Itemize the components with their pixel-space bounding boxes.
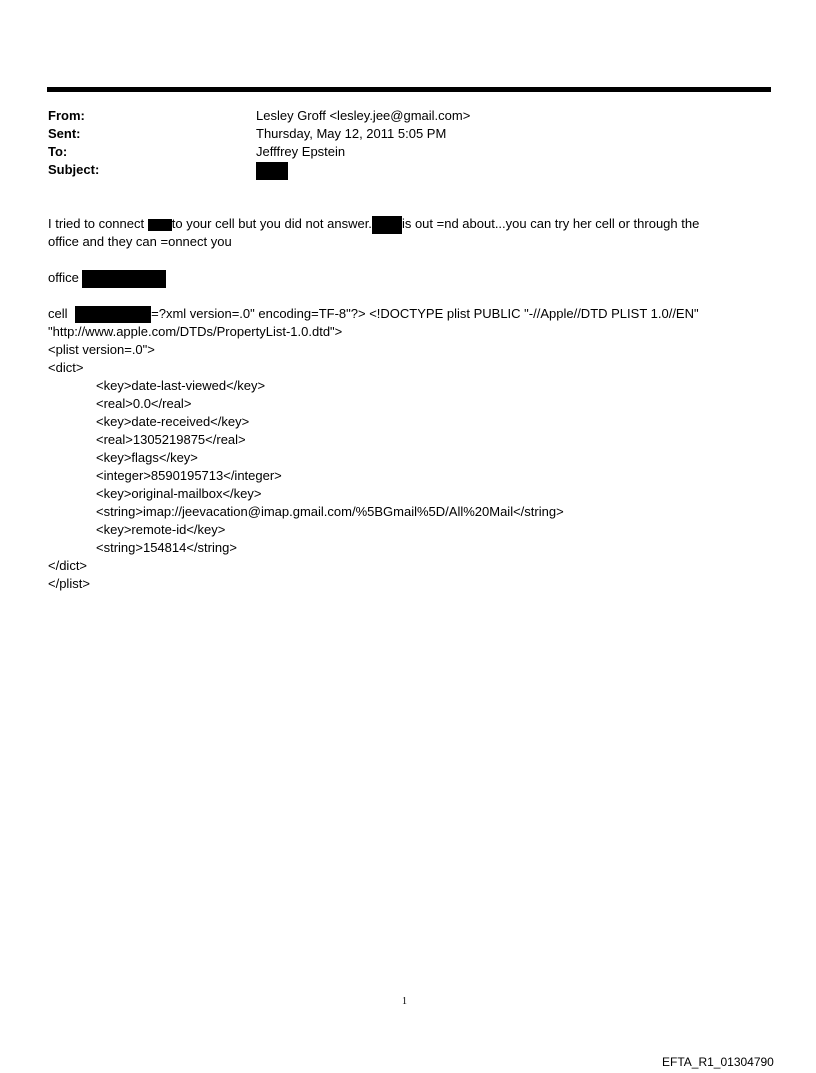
- body-text-fragment: is out =nd about...you can try her cell or through the: [401, 216, 700, 231]
- xml-line: "http://www.apple.com/DTDs/PropertyList-1.0.dtd">: [48, 324, 343, 339]
- subject-value: [256, 161, 288, 180]
- xml-line: <real>1305219875</real>: [96, 432, 246, 447]
- xml-line: <key>date-last-viewed</key>: [96, 378, 266, 393]
- from-label: From:: [48, 108, 85, 123]
- to-label: To:: [48, 144, 68, 159]
- body-text-fragment: I tried to connect: [48, 216, 145, 231]
- body-text-fragment: to your cell but you did not answer.: [171, 216, 372, 231]
- xml-line: </dict>: [48, 558, 88, 573]
- cell-line-text: =?xml version=.0" encoding=TF-8"?> <!DOCTYPE plist PUBLIC "-//Apple//DTD PLIST 1.0//EN": [151, 306, 699, 321]
- redaction-box: [372, 216, 402, 234]
- subject-label: Subject:: [48, 162, 100, 177]
- redaction-box: [82, 270, 166, 288]
- redaction-box: [256, 162, 288, 180]
- xml-line: </plist>: [48, 576, 90, 591]
- xml-line: <plist version=.0">: [48, 342, 155, 357]
- office-line: [48, 269, 166, 288]
- xml-line: <key>flags</key>: [96, 450, 198, 465]
- office-label: office: [48, 270, 79, 285]
- xml-line: <string>154814</string>: [96, 540, 237, 555]
- xml-line: <real>0.0</real>: [96, 396, 192, 411]
- page-number: 1: [402, 996, 407, 1007]
- redaction-box: [148, 219, 172, 231]
- xml-line: <key>date-received</key>: [96, 414, 250, 429]
- cell-label: cell: [48, 306, 68, 321]
- redaction-box: [75, 306, 151, 323]
- sent-value: Thursday, May 12, 2011 5:05 PM: [256, 126, 447, 141]
- sent-label: Sent:: [48, 126, 81, 141]
- body-paragraph-line-2: office and they can =onnect you: [48, 234, 232, 249]
- xml-line: <dict>: [48, 360, 84, 375]
- cell-line: [48, 305, 699, 323]
- from-value: Lesley Groff <lesley.jee@gmail.com>: [256, 108, 471, 123]
- header-rule: [47, 87, 771, 92]
- xml-line: <integer>8590195713</integer>: [96, 468, 282, 483]
- body-paragraph-line-1: [48, 215, 699, 234]
- document-id: EFTA_R1_01304790: [662, 1055, 774, 1069]
- to-value: Jefffrey Epstein: [256, 144, 346, 159]
- xml-line: <key>remote-id</key>: [96, 522, 226, 537]
- xml-line: <string>imap://jeevacation@imap.gmail.com/%5BGmail%5D/All%20Mail</string>: [96, 504, 564, 519]
- xml-line: <key>original-mailbox</key>: [96, 486, 262, 501]
